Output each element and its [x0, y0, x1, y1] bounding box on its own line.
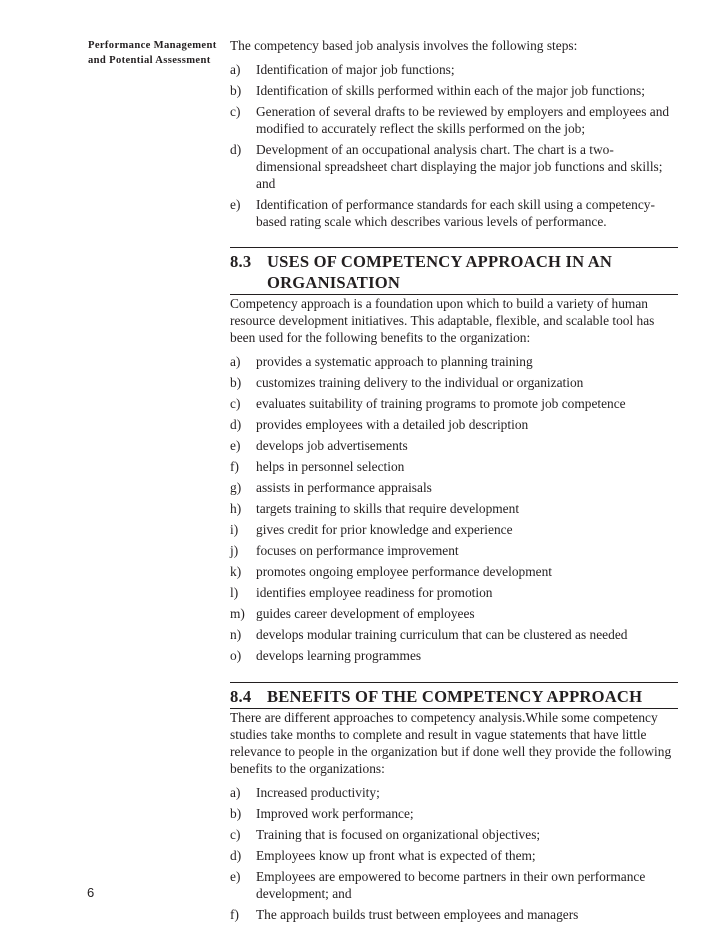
section-8-3-list: [230, 353, 678, 664]
section-heading-8-4: [230, 682, 678, 709]
list-item: [230, 103, 678, 137]
running-head-line-1: Performance Management: [88, 40, 217, 51]
list-item: [230, 906, 678, 923]
list-item-text: Generation of several drafts to be reviewed by employers and employees and modified to accurately reflect the skills performed on the job;: [256, 104, 670, 136]
list-marker: a): [230, 354, 241, 369]
section-number: 8.3: [230, 252, 252, 271]
list-item: [230, 82, 678, 99]
list-item: [230, 374, 678, 391]
list-marker: e): [230, 869, 241, 884]
intro-steps-list: [230, 61, 678, 230]
list-item-text: focuses on performance improvement: [256, 543, 459, 558]
list-item-text: Identification of skills performed within each of the major job functions;: [256, 83, 645, 98]
section-number: 8.4: [230, 687, 252, 706]
list-marker: b): [230, 806, 242, 821]
list-marker: b): [230, 375, 242, 390]
list-item: [230, 868, 678, 902]
list-item-text: develops learning programmes: [256, 648, 422, 663]
running-head-line-2: and Potential Assessment: [88, 55, 211, 66]
section-title: USES OF COMPETENCY APPROACH IN AN ORGANISATION: [267, 252, 613, 292]
list-item: [230, 805, 678, 822]
section-8-4-body: There are different approaches to competency analysis.While some competency studies take months to complete and result in vague statements that have little relevance to people in the organization but if done well they provide the following benefits to the organizations:: [230, 710, 672, 776]
section-title: BENEFITS OF THE COMPETENCY APPROACH: [267, 687, 643, 706]
list-item: [230, 61, 678, 78]
list-marker: m): [230, 606, 245, 621]
list-marker: g): [230, 480, 242, 495]
list-item-text: assists in performance appraisals: [256, 480, 432, 495]
list-marker: b): [230, 83, 242, 98]
list-item-text: targets training to skills that require development: [256, 501, 520, 516]
list-item: [230, 141, 678, 192]
list-item-text: Development of an occupational analysis chart. The chart is a two-dimensional spreadsheet chart displaying the major job functions and skills; and: [256, 142, 663, 191]
section-8-4-list: [230, 784, 678, 923]
list-item-text: Improved work performance;: [256, 806, 414, 821]
list-item-text: identifies employee readiness for promotion: [256, 585, 493, 600]
list-item-text: Increased productivity;: [256, 785, 380, 800]
section-8-3-body: Competency approach is a foundation upon which to build a variety of human resource development initiatives. This adaptable, flexible, and scalable tool has been used for the following benefits to the organization:: [230, 296, 655, 345]
list-marker: i): [230, 522, 239, 537]
main-content: [230, 37, 678, 927]
list-marker: c): [230, 827, 241, 842]
list-item: [230, 395, 678, 412]
list-item-text: The approach builds trust between employees and managers: [256, 907, 579, 922]
list-item: [230, 458, 678, 475]
list-item: [230, 521, 678, 538]
list-item-text: develops modular training curriculum that can be clustered as needed: [256, 627, 628, 642]
list-marker: j): [230, 543, 239, 558]
list-item: [230, 479, 678, 496]
list-marker: a): [230, 62, 241, 77]
list-marker: f): [230, 907, 239, 922]
list-item-text: gives credit for prior knowledge and experience: [256, 522, 513, 537]
list-item-text: develops job advertisements: [256, 438, 408, 453]
list-item: [230, 437, 678, 454]
list-marker: f): [230, 459, 239, 474]
list-item-text: Training that is focused on organizational objectives;: [256, 827, 541, 842]
list-item-text: helps in personnel selection: [256, 459, 405, 474]
list-item-text: provides a systematic approach to planning training: [256, 354, 533, 369]
list-marker: n): [230, 627, 242, 642]
list-marker: a): [230, 785, 241, 800]
list-item: [230, 647, 678, 664]
list-item-text: provides employees with a detailed job description: [256, 417, 529, 432]
list-item: [230, 626, 678, 643]
list-item: [230, 784, 678, 801]
list-item-text: Employees know up front what is expected of them;: [256, 848, 536, 863]
list-marker: c): [230, 396, 241, 411]
list-item: [230, 563, 678, 580]
section-heading-8-3: [230, 247, 678, 295]
list-item-text: Identification of performance standards for each skill using a competency-based rating scale which describes various levels of performance.: [256, 197, 655, 229]
list-marker: k): [230, 564, 242, 579]
list-marker: o): [230, 648, 242, 663]
page-number: 6: [87, 885, 95, 900]
list-item: [230, 500, 678, 517]
list-item: [230, 196, 678, 230]
list-item-text: evaluates suitability of training programs to promote job competence: [256, 396, 626, 411]
list-item: [230, 542, 678, 559]
list-marker: e): [230, 197, 241, 212]
list-marker: e): [230, 438, 241, 453]
list-item-text: Employees are empowered to become partners in their own performance development; and: [256, 869, 646, 901]
list-item: [230, 847, 678, 864]
list-item-text: Identification of major job functions;: [256, 62, 455, 77]
list-item-text: guides career development of employees: [256, 606, 475, 621]
list-marker: h): [230, 501, 242, 516]
list-item: [230, 826, 678, 843]
list-item: [230, 584, 678, 601]
list-marker: d): [230, 142, 242, 157]
list-item-text: customizes training delivery to the individual or organization: [256, 375, 584, 390]
list-marker: l): [230, 585, 239, 600]
running-head: [88, 38, 218, 68]
list-item-text: promotes ongoing employee performance development: [256, 564, 552, 579]
list-marker: d): [230, 848, 242, 863]
list-item: [230, 416, 678, 433]
list-item: [230, 353, 678, 370]
list-item: [230, 605, 678, 622]
list-marker: d): [230, 417, 242, 432]
intro-lead: The competency based job analysis involves the following steps:: [230, 38, 578, 53]
list-marker: c): [230, 104, 241, 119]
